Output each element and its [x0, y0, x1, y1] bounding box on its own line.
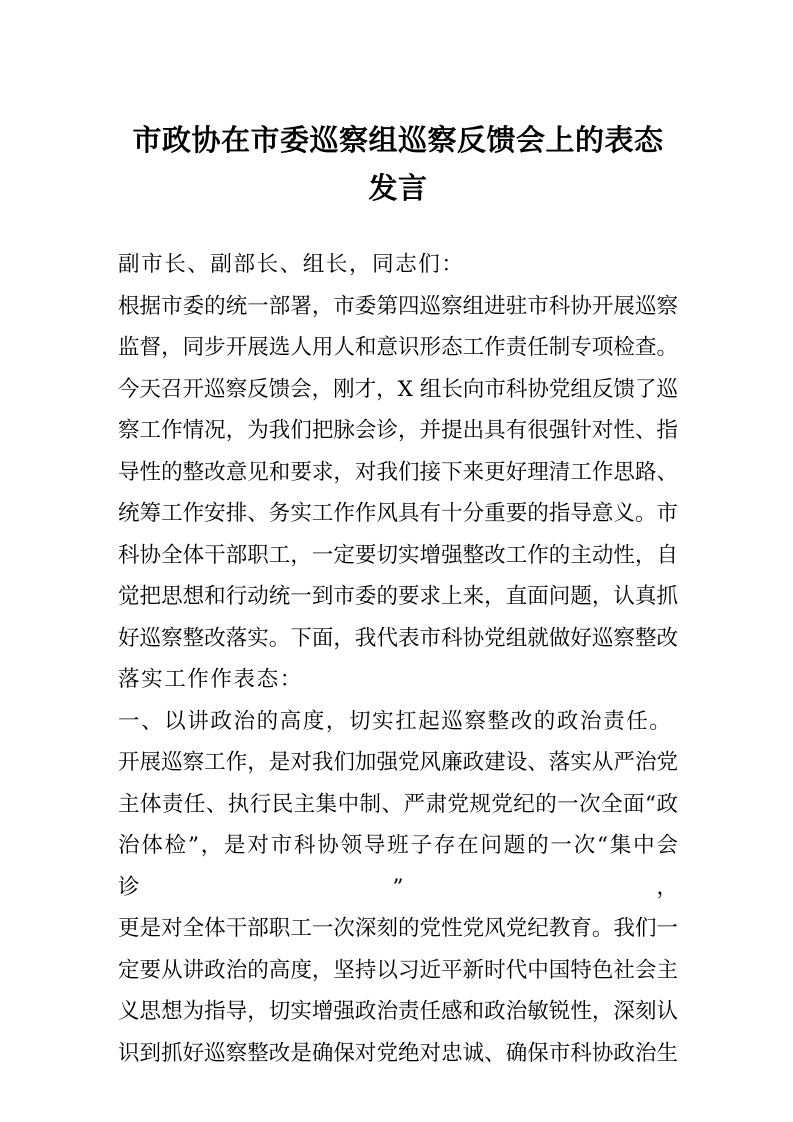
- body-line: 更是对全体干部职工一次深刻的党性党风党纪教育。我们一: [118, 916, 678, 941]
- body-line: 副市长、副部长、组长，同志们：: [118, 252, 465, 277]
- body-line: 今天召开巡察反馈会，刚才，X 组长向市科协党组反馈了巡: [118, 376, 678, 402]
- body-line: 好巡察整改落实。下面，我代表市科协党组就做好巡察整改: [118, 625, 678, 651]
- body-line: 落实工作作表态：: [118, 667, 303, 692]
- body-line: 觉把思想和行动统一到市委的要求上来，直面问题，认真抓: [118, 584, 678, 609]
- document-body: [118, 244, 678, 1074]
- body-line: 科协全体干部职工，一定要切实增强整改工作的主动性，自: [118, 542, 678, 568]
- body-line: 治体检”，是对市科协领导班子存在问题的一次“集中会诊”，: [118, 833, 678, 900]
- body-line: 定要从讲政治的高度，坚持以习近平新时代中国特色社会主: [118, 957, 678, 983]
- document-title: [118, 116, 678, 212]
- body-line: 义思想为指导，切实增强政治责任感和政治敏锐性，深刻认: [118, 999, 678, 1024]
- body-line: 识到抓好巡察整改是确保对党绝对忠诚、确保市科协政治生: [118, 1040, 678, 1066]
- body-line: 监督，同步开展选人用人和意识形态工作责任制专项检查。: [118, 335, 678, 360]
- title-line: 市政协在市委巡察组巡察反馈会上的表态: [132, 123, 664, 157]
- body-line: 察工作情况，为我们把脉会诊，并提出具有很强针对性、指: [118, 418, 678, 443]
- body-line: 导性的整改意见和要求，对我们接下来更好理清工作思路、: [118, 459, 678, 485]
- body-line: 一、以讲政治的高度，切实扛起巡察整改的政治责任。: [118, 708, 673, 734]
- body-line: 统筹工作安排、务实工作作风具有十分重要的指导意义。市: [118, 501, 678, 526]
- document-content: [118, 116, 678, 1074]
- body-line: 主体责任、执行民主集中制、严肃党规党纪的一次全面“政: [118, 791, 678, 817]
- body-line: 根据市委的统一部署，市委第四巡察组进驻市科协开展巡察: [118, 293, 678, 319]
- title-line: 发言: [368, 171, 428, 205]
- body-line: 开展巡察工作，是对我们加强党风廉政建设、落实从严治党: [118, 750, 678, 775]
